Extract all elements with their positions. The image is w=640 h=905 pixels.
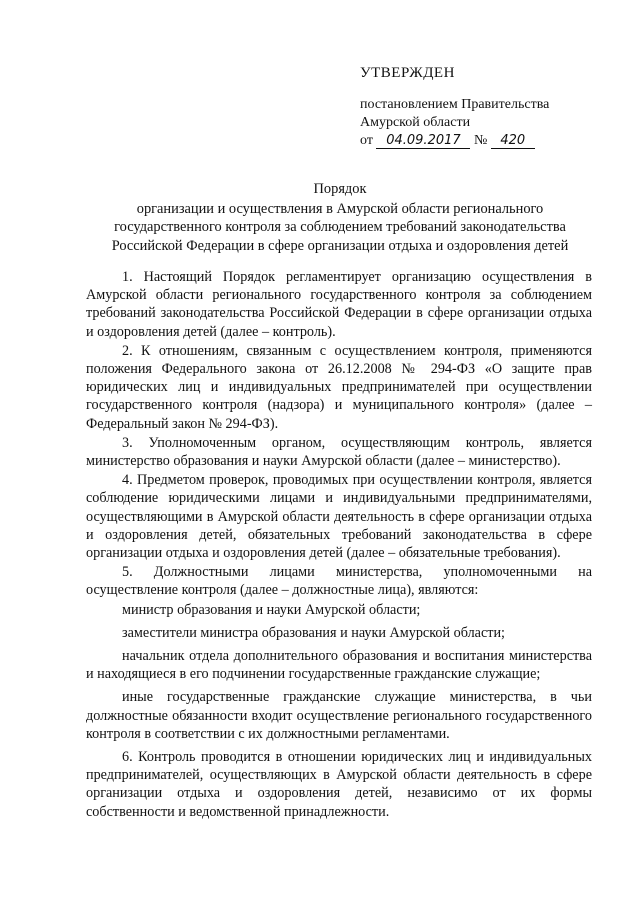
paragraph-5-item-2: заместители министра образования и науки Амурской области; (122, 624, 505, 641)
paragraph-5-item-3: начальник отдела дополнительного образования и воспитания министерства и находящиеся в его подчинении государственные гражданские служащие; (86, 648, 592, 683)
handwritten-number: 420 (491, 134, 535, 149)
paragraph-5: 5. Должностными лицами министерства, уполномоченными на осуществление контроля (далее – должностные лица), являются: (86, 564, 592, 599)
paragraph-5-item-4: иные государственные гражданские служащие министерства, в чьи должностные обязанности входит осуществление регионального государственного контроля в соответствии с их должностными регламентами. (86, 689, 592, 742)
approval-line-2: Амурской области (360, 115, 471, 130)
handwritten-date: 04.09.2017 (376, 134, 470, 149)
approval-date-line (360, 132, 620, 150)
document-title (70, 180, 610, 255)
approval-line-1: постановлением Правительства (360, 97, 550, 112)
paragraph-6: 6. Контроль проводится в отношении юридических лиц и индивидуальных предпринимателей, осуществляющих в Амурской области деятельность в сфере организации отдыха и оздоровления детей, независимо от их формы собственности и ведомственной принадлежности. (86, 749, 592, 820)
document-body (86, 268, 592, 822)
title-line-1: организации и осуществления в Амурской области регионального (136, 200, 544, 217)
title-line-3: Российской Федерации в сфере организации отдыха и оздоровления детей (111, 237, 569, 254)
title-heading: Порядок (313, 181, 367, 197)
from-label: от (360, 133, 373, 148)
paragraph-2: 2. К отношениям, связанным с осуществлением контроля, применяются положения Федерального закона от 26.12.2008 № 294-ФЗ «О защите прав юридических лиц и индивидуальных предпринимателей при осуществлении государственного контроля (надзора) и муниципального контроля» (далее – Федеральный закон № 294-ФЗ). (86, 342, 592, 432)
approval-heading: УТВЕРЖДЕН (360, 65, 455, 81)
approval-block (360, 64, 620, 150)
paragraph-4: 4. Предметом проверок, проводимых при осуществлении контроля, является соблюдение юридическими лицами и индивидуальными предпринимателями, осуществляющими в Амурской области деятельность в сфере организации отдыха и оздоровления детей, обязательных требований законодательства в сфере организации отдыха и оздоровления детей (далее – обязательные требования). (86, 472, 592, 562)
paragraph-3: 3. Уполномоченным органом, осуществляющим контроль, является министерство образования и науки Амурской области (далее – министерство). (86, 434, 592, 470)
paragraph-5-item-1: министр образования и науки Амурской области; (122, 601, 421, 618)
paragraph-1: 1. Настоящий Порядок регламентирует организацию осуществления в Амурской области регионального государственного контроля за соблюдением требований законодательства Российской Федерации в сфере организации отдыха и оздоровления детей (далее – контроль). (86, 269, 592, 340)
title-line-2: государственного контроля за соблюдением требований законодательства (114, 219, 566, 235)
number-label: № (473, 133, 488, 148)
